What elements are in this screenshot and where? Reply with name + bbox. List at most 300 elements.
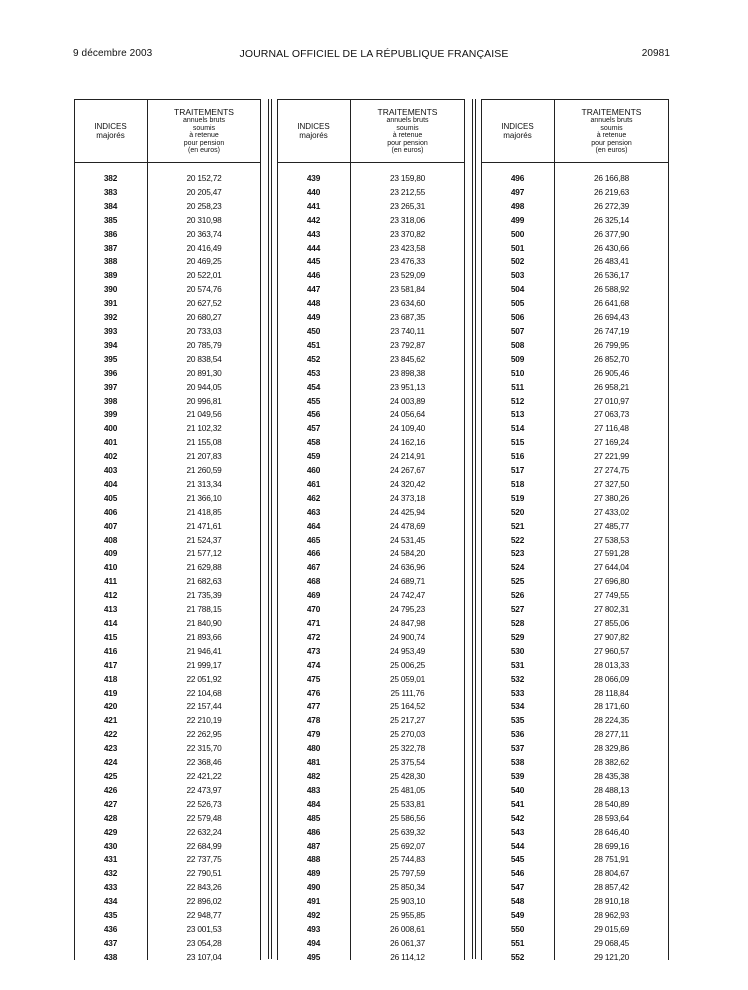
- table-row: [74, 687, 261, 701]
- traitement-cell: 29 068,45: [593, 937, 630, 948]
- traitement-cell: 21 207,83: [186, 451, 222, 462]
- table-row: [481, 353, 669, 367]
- table-row: [481, 381, 669, 395]
- table-row: [74, 367, 261, 381]
- indice-cell: 458: [306, 437, 321, 448]
- table-row: [74, 798, 261, 812]
- table-row: [481, 520, 669, 534]
- indice-cell: 471: [306, 618, 321, 628]
- indice-cell: 467: [306, 562, 321, 573]
- table-row: [277, 909, 465, 923]
- indice-cell: 515: [510, 437, 525, 448]
- table-row: [74, 714, 261, 728]
- traitement-cell: 20 785,79: [186, 339, 222, 350]
- traitement-cell: 22 896,02: [186, 896, 222, 907]
- traitement-cell: 28 277,11: [594, 729, 629, 740]
- table-row: [74, 186, 261, 200]
- table-row: [277, 853, 465, 867]
- table-row: [277, 867, 465, 881]
- table-row: [277, 826, 465, 840]
- table-row: [481, 645, 669, 659]
- indice-cell: 533: [510, 687, 525, 698]
- traitement-cell: 20 522,01: [186, 270, 222, 281]
- table-row: [277, 659, 465, 673]
- table-row: [74, 242, 261, 256]
- indice-cell: 395: [103, 353, 118, 364]
- indice-cell: 456: [306, 409, 321, 420]
- table-row: [277, 436, 465, 450]
- table-header: [74, 100, 261, 163]
- traitement-cell: 27 485,77: [593, 520, 630, 531]
- traitement-cell: 25 533,81: [389, 798, 426, 809]
- indice-cell: 438: [103, 951, 118, 962]
- indice-cell: 529: [510, 631, 525, 642]
- indice-cell: 382: [103, 173, 118, 183]
- traitement-cell: 26 905,46: [593, 367, 630, 378]
- traitement-cell: 22 262,95: [186, 729, 222, 740]
- indice-cell: 550: [510, 923, 525, 934]
- traitement-cell: 23 845,62: [389, 353, 426, 364]
- traitement-cell: 26 325,14: [593, 214, 630, 225]
- table-row: [277, 547, 465, 561]
- traitement-cell: 28 329,86: [593, 743, 630, 754]
- traitement-cell: 21 840,90: [186, 618, 222, 628]
- column-separator: [475, 99, 476, 959]
- table-row: [481, 228, 669, 242]
- table-row: [481, 269, 669, 283]
- indice-cell: 497: [510, 186, 525, 197]
- page-number: 20981: [641, 48, 670, 59]
- table-row: [481, 784, 669, 798]
- indice-cell: 516: [510, 451, 525, 462]
- table-row: [277, 283, 465, 297]
- traitement-cell: 23 792,87: [389, 339, 426, 350]
- traitement-cell: 21 366,10: [186, 492, 222, 503]
- table-row: [277, 464, 465, 478]
- traitement-cell: 26 852,70: [593, 353, 630, 364]
- indices-header: [74, 122, 147, 140]
- indice-cell: 417: [103, 659, 118, 670]
- table-row: [481, 770, 669, 784]
- indice-cell: 514: [510, 423, 525, 434]
- traitement-cell: 28 857,42: [593, 882, 630, 893]
- indice-cell: 402: [103, 451, 118, 462]
- indice-cell: 525: [510, 576, 525, 587]
- table-row: [277, 172, 465, 186]
- table-row: [74, 492, 261, 506]
- indice-cell: 437: [103, 937, 118, 948]
- indices-header-line: INDICES: [501, 122, 534, 131]
- indice-cell: 504: [510, 284, 525, 295]
- table-row: [74, 895, 261, 909]
- traitement-cell: 26 219,63: [593, 186, 630, 197]
- traitement-cell: 27 169,24: [593, 437, 630, 448]
- table-row: [481, 172, 669, 186]
- table-row: [481, 395, 669, 409]
- table-row: [277, 506, 465, 520]
- indice-cell: 511: [511, 381, 524, 392]
- traitement-cell: 25 797,59: [389, 868, 426, 879]
- traitements-header-line: annuels bruts: [182, 117, 226, 124]
- table-row: [74, 659, 261, 673]
- indice-cell: 472: [306, 631, 321, 642]
- traitement-cell: 24 003,89: [389, 395, 426, 406]
- indice-cell: 507: [510, 325, 525, 336]
- indice-cell: 449: [306, 312, 321, 323]
- indice-cell: 429: [103, 826, 118, 837]
- traitement-cell: 26 166,88: [593, 173, 630, 183]
- indice-cell: 488: [306, 854, 321, 865]
- table-row: [277, 395, 465, 409]
- traitement-cell: 25 059,01: [389, 673, 426, 684]
- traitement-cell: 26 799,95: [593, 339, 630, 350]
- traitement-cell: 23 370,82: [389, 228, 426, 239]
- indice-cell: 463: [306, 506, 321, 517]
- indice-cell: 492: [306, 910, 321, 921]
- traitement-cell: 25 692,07: [389, 840, 426, 851]
- table-row: [277, 923, 465, 937]
- indice-cell: 434: [103, 896, 118, 907]
- indices-header-line: majorés: [299, 131, 328, 140]
- indice-cell: 468: [306, 576, 321, 587]
- table-row: [481, 617, 669, 631]
- traitement-cell: 20 891,30: [186, 367, 222, 378]
- table-row: [74, 631, 261, 645]
- indice-cell: 519: [510, 492, 525, 503]
- table-row: [277, 617, 465, 631]
- traitement-cell: 25 428,30: [389, 770, 426, 781]
- table-row: [277, 728, 465, 742]
- indice-cell: 410: [103, 562, 118, 573]
- indice-cell: 396: [103, 367, 118, 378]
- indice-cell: 446: [306, 270, 321, 281]
- traitements-header-line: à retenue: [189, 132, 219, 140]
- table-row: [74, 770, 261, 784]
- traitement-cell: 21 788,15: [186, 604, 222, 615]
- traitement-cell: 20 416,49: [186, 242, 222, 253]
- traitements-header-line: (en euros): [188, 147, 220, 155]
- traitement-cell: 28 804,67: [593, 868, 630, 879]
- indice-cell: 430: [103, 840, 118, 851]
- table-row: [277, 534, 465, 548]
- journal-title: JOURNAL OFFICIEL DE LA RÉPUBLIQUE FRANÇAISE: [239, 48, 509, 60]
- traitement-cell: 22 790,51: [186, 868, 222, 879]
- traitement-cell: 21 049,56: [186, 409, 222, 420]
- traitement-cell: 27 696,80: [593, 576, 630, 587]
- traitement-cell: 26 747,19: [593, 325, 630, 336]
- table-row: [481, 325, 669, 339]
- traitements-title: TRAITEMENTS: [377, 107, 438, 117]
- indice-cell: 394: [103, 339, 118, 350]
- traitement-cell: 21 735,39: [186, 590, 222, 601]
- indice-cell: 482: [306, 770, 321, 781]
- indice-cell: 486: [306, 826, 321, 837]
- traitement-cell: 20 258,23: [186, 200, 222, 211]
- traitement-cell: 23 265,31: [389, 200, 426, 211]
- table-row: [277, 353, 465, 367]
- table-row: [481, 561, 669, 575]
- traitement-cell: 24 795,23: [389, 604, 426, 615]
- traitement-cell: 21 524,37: [186, 534, 222, 545]
- table-row: [74, 534, 261, 548]
- indice-cell: 475: [306, 673, 321, 684]
- traitement-cell: 22 104,68: [186, 687, 222, 698]
- indice-cell: 422: [103, 729, 118, 740]
- indice-cell: 549: [510, 910, 525, 921]
- traitements-header-line: à retenue: [392, 132, 423, 140]
- traitement-cell: 20 152,72: [186, 173, 222, 183]
- table-row: [74, 937, 261, 951]
- indice-cell: 419: [103, 687, 118, 698]
- table-row: [481, 742, 669, 756]
- table-row: [74, 728, 261, 742]
- indice-cell: 538: [510, 757, 525, 768]
- table-row: [481, 895, 669, 909]
- traitement-cell: 25 217,27: [389, 715, 426, 726]
- traitement-cell: 27 221,99: [593, 451, 630, 462]
- indice-cell: 547: [510, 882, 525, 893]
- indice-cell: 424: [103, 757, 118, 768]
- traitement-cell: 22 948,77: [186, 910, 222, 921]
- traitement-cell: 27 907,82: [593, 631, 630, 642]
- traitement-cell: 22 579,48: [186, 812, 222, 823]
- indices-header: [481, 122, 554, 140]
- table-row: [74, 200, 261, 214]
- indice-cell: 473: [306, 645, 321, 656]
- traitement-cell: 21 155,08: [186, 437, 222, 448]
- indices-header: [277, 122, 350, 140]
- indice-cell: 425: [103, 770, 118, 781]
- traitement-cell: 24 742,47: [389, 590, 426, 601]
- indice-cell: 441: [306, 200, 321, 211]
- table-row: [481, 492, 669, 506]
- traitement-cell: 21 999,17: [186, 659, 222, 670]
- traitement-cell: 28 435,38: [593, 770, 630, 781]
- indice-cell: 524: [510, 562, 525, 573]
- traitement-cell: 27 855,06: [593, 618, 630, 628]
- indices-header-line: INDICES: [297, 122, 330, 131]
- indice-cell: 536: [510, 729, 525, 740]
- indice-cell: 493: [306, 923, 321, 934]
- traitement-cell: 28 224,35: [593, 715, 630, 726]
- traitement-cell: 23 212,55: [389, 186, 426, 197]
- traitement-cell: 24 900,74: [389, 631, 426, 642]
- table-row: [277, 840, 465, 854]
- table-row: [74, 673, 261, 687]
- traitements-header: [554, 108, 669, 155]
- table-row: [277, 450, 465, 464]
- indice-cell: 423: [103, 743, 118, 754]
- indice-cell: 461: [306, 478, 321, 489]
- indice-cell: 530: [510, 645, 525, 656]
- traitements-header-line: pour pension: [387, 139, 428, 147]
- traitements-header: [147, 108, 261, 155]
- traitement-cell: 25 955,85: [389, 910, 426, 921]
- indices-header-line: INDICES: [94, 122, 127, 131]
- table-row: [481, 840, 669, 854]
- indice-cell: 469: [306, 590, 321, 601]
- table-row: [74, 464, 261, 478]
- table-row: [277, 895, 465, 909]
- table-row: [74, 283, 261, 297]
- indice-cell: 476: [306, 687, 321, 698]
- indice-cell: 454: [306, 381, 321, 392]
- table-row: [481, 853, 669, 867]
- traitement-cell: 20 680,27: [186, 312, 222, 323]
- table-row: [74, 784, 261, 798]
- indice-cell: 421: [103, 715, 118, 726]
- traitement-cell: 24 847,98: [389, 618, 426, 628]
- table-row: [481, 603, 669, 617]
- traitement-cell: 23 054,28: [186, 937, 222, 948]
- traitement-cell: 21 577,12: [186, 548, 222, 559]
- indice-cell: 460: [306, 465, 321, 476]
- indice-cell: 397: [103, 381, 118, 392]
- indice-cell: 509: [510, 353, 525, 364]
- traitement-cell: 28 910,18: [593, 896, 630, 907]
- traitement-cell: 28 382,62: [593, 757, 630, 768]
- traitement-cell: 27 433,02: [593, 506, 630, 517]
- table-row: [74, 172, 261, 186]
- traitement-cell: 24 162,16: [389, 437, 426, 448]
- table-row: [481, 422, 669, 436]
- indice-cell: 432: [103, 868, 118, 879]
- traitement-cell: 26 008,61: [389, 923, 426, 934]
- indice-cell: 389: [103, 270, 118, 281]
- table-row: [74, 575, 261, 589]
- traitement-cell: 26 694,43: [593, 312, 630, 323]
- table-row: [277, 269, 465, 283]
- traitement-cell: 28 646,40: [593, 826, 630, 837]
- traitement-cell: 20 363,74: [186, 228, 222, 239]
- table-row: [74, 812, 261, 826]
- table-row: [277, 700, 465, 714]
- table-row: [74, 214, 261, 228]
- table-row: [74, 450, 261, 464]
- indice-cell: 541: [510, 798, 525, 809]
- table-row: [74, 353, 261, 367]
- traitement-cell: 20 733,03: [186, 325, 222, 336]
- indice-cell: 448: [306, 298, 321, 309]
- table-row: [277, 381, 465, 395]
- table-row: [481, 881, 669, 895]
- table-row: [481, 673, 669, 687]
- indice-cell: 487: [306, 840, 321, 851]
- indice-cell: 420: [103, 701, 118, 712]
- table-row: [481, 200, 669, 214]
- traitements-header-line: annuels bruts: [590, 117, 633, 124]
- traitement-cell: 23 423,58: [389, 242, 426, 253]
- table-row: [74, 478, 261, 492]
- table-row: [74, 603, 261, 617]
- indice-cell: 539: [510, 770, 525, 781]
- traitement-cell: 23 107,04: [186, 951, 222, 962]
- traitement-cell: 23 634,60: [389, 298, 426, 309]
- table-row: [277, 714, 465, 728]
- indice-cell: 506: [510, 312, 525, 323]
- traitement-cell: 22 210,19: [186, 715, 222, 726]
- traitement-cell: 28 962,93: [593, 910, 630, 921]
- table-row: [277, 200, 465, 214]
- table-row: [481, 951, 669, 965]
- indice-cell: 387: [103, 242, 118, 253]
- traitement-cell: 24 478,69: [389, 520, 426, 531]
- indice-cell: 388: [103, 256, 118, 267]
- indice-cell: 404: [103, 478, 118, 489]
- indice-cell: 453: [306, 367, 321, 378]
- traitement-cell: 20 996,81: [186, 395, 222, 406]
- indice-cell: 451: [306, 339, 321, 350]
- indice-cell: 534: [510, 701, 525, 712]
- indice-cell: 406: [103, 506, 118, 517]
- indice-cell: 442: [306, 214, 321, 225]
- traitement-cell: 27 274,75: [593, 465, 630, 476]
- indice-cell: 485: [306, 812, 321, 823]
- table-row: [74, 255, 261, 269]
- indice-cell: 400: [103, 423, 118, 434]
- traitement-cell: 25 270,03: [389, 729, 426, 740]
- indice-cell: 512: [510, 395, 525, 406]
- indice-cell: 426: [103, 784, 118, 795]
- indice-cell: 494: [306, 937, 321, 948]
- table-row: [74, 228, 261, 242]
- indice-cell: 445: [306, 256, 321, 267]
- table-row: [74, 853, 261, 867]
- table-row: [481, 923, 669, 937]
- traitement-cell: 24 689,71: [389, 576, 426, 587]
- indice-cell: 384: [103, 200, 118, 211]
- indice-cell: 522: [510, 534, 525, 545]
- traitement-cell: 27 802,31: [593, 604, 630, 615]
- indice-cell: 390: [103, 284, 118, 295]
- traitement-cell: 25 375,54: [389, 757, 426, 768]
- table-body: [481, 172, 669, 965]
- indice-cell: 439: [306, 173, 321, 183]
- table-row: [74, 408, 261, 422]
- table-row: [277, 297, 465, 311]
- traitement-cell: 21 260,59: [186, 465, 222, 476]
- table-row: [277, 228, 465, 242]
- traitement-cell: 26 377,90: [593, 228, 630, 239]
- table-row: [74, 826, 261, 840]
- table-row: [74, 909, 261, 923]
- table-row: [74, 589, 261, 603]
- traitement-cell: 21 418,85: [186, 506, 222, 517]
- indice-cell: 459: [306, 451, 321, 462]
- indice-cell: 523: [510, 548, 525, 559]
- column-separator: [472, 99, 473, 959]
- indice-cell: 411: [104, 576, 117, 587]
- indice-cell: 505: [510, 298, 525, 309]
- indice-cell: 498: [510, 200, 525, 211]
- table-row: [481, 909, 669, 923]
- indice-cell: 444: [306, 242, 321, 253]
- indice-cell: 427: [103, 798, 118, 809]
- indice-cell: 413: [103, 604, 118, 615]
- table-row: [481, 700, 669, 714]
- traitement-cell: 26 114,12: [390, 951, 425, 962]
- column-separator: [268, 99, 269, 959]
- table-row: [277, 756, 465, 770]
- table-row: [277, 367, 465, 381]
- indices-header-line: majorés: [96, 131, 125, 140]
- table-row: [74, 756, 261, 770]
- traitement-cell: 20 944,05: [186, 381, 222, 392]
- table-row: [481, 826, 669, 840]
- table-row: [481, 186, 669, 200]
- indice-cell: 546: [510, 868, 525, 879]
- table-row: [74, 700, 261, 714]
